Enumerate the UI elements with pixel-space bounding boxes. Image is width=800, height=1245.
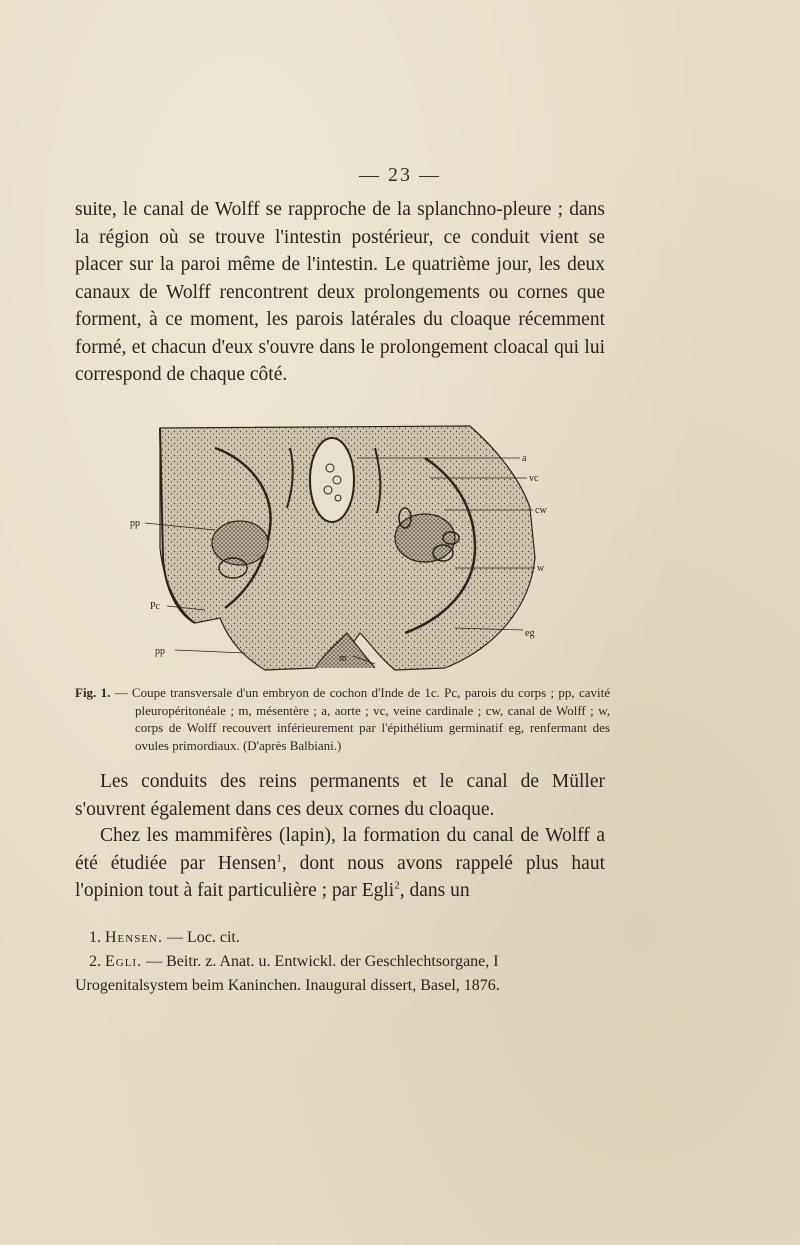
label-pc: Pc — [150, 601, 160, 612]
label-eg: eg — [525, 628, 535, 639]
page-number: — 23 — — [359, 164, 441, 186]
footnotes — [75, 926, 615, 998]
paragraph-3 — [75, 822, 605, 905]
paragraph-3-part-3: , dans un — [399, 880, 470, 901]
footnote-1-author: Hensen. — [105, 929, 163, 946]
footnote-2 — [75, 950, 615, 998]
figure-caption — [75, 684, 610, 754]
paragraph-1: suite, le canal de Wolff se rapproche de la splanchno-pleure ; dans la région où se trouve l'intestin postérieur, ce conduit vient se placer sur la paroi même de l'intestin. Le quatrième jour, les deux canaux de Wolff rencontrent deux prolongements ou cornes que forment, à ce moment, les parois latérales du cloaque récemment formé, et chacun d'eux s'ouvre dans le prolongement cloacal qui lui correspond de chaque côté. — [75, 199, 605, 385]
footnote-ref-2[interactable]: 2 — [394, 879, 400, 892]
label-pp-top: pp — [130, 518, 140, 529]
label-pp-bottom: pp — [155, 646, 165, 657]
footnote-2-number: 2. — [89, 953, 101, 970]
paragraph-3-part-1: Chez les mammifères (lapin), la formation du canal de Wolff a été étudiée par Hensen — [75, 825, 605, 874]
footnote-1 — [75, 926, 615, 950]
label-m: m — [339, 653, 347, 664]
embryo-cross-section-illustration — [125, 418, 565, 680]
caption-text: — Coupe transversale d'un embryon de cochon d'Inde de 1c. Pc, parois du corps ; pp, cavité pleuropéritonéale ; m, mésentère ; a, aorte ; vc, veine cardinale ; cw, canal de Wolff ; w, corps de Wolff recouvert inférieurement par l'épithélium germinatif eg, renfermant des ovules primordiaux. (D'après Balbiani.) — [114, 685, 610, 753]
footnote-1-text: — Loc. cit. — [167, 929, 240, 946]
footnote-ref-1[interactable]: 1 — [276, 852, 282, 864]
footnote-2-author: Egli. — [105, 953, 143, 970]
label-w: w — [537, 563, 545, 574]
footnote-1-number: 1. — [89, 929, 101, 946]
caption-label: Fig. 1. — [75, 685, 111, 700]
paragraph-3-part-2: , dont nous avons rappelé plus haut l'opinion tout à fait particulière ; par Egli — [75, 852, 605, 901]
aorta-shape — [310, 438, 354, 522]
figure-embryo-section — [125, 418, 565, 680]
footnote-2-text: — Beitr. z. Anat. u. Entwickl. der Geschlechtsorgane, I Urogenitalsystem beim Kaninchen. Inaugural dissert, Basel, 1876. — [75, 953, 500, 994]
paragraph-2: Les conduits des reins permanents et le canal de Müller s'ouvrent également dans ces deux cornes du cloaque. — [75, 771, 605, 820]
label-cw: cw — [535, 505, 547, 516]
label-a: a — [522, 453, 527, 464]
label-vc: vc — [529, 473, 539, 484]
